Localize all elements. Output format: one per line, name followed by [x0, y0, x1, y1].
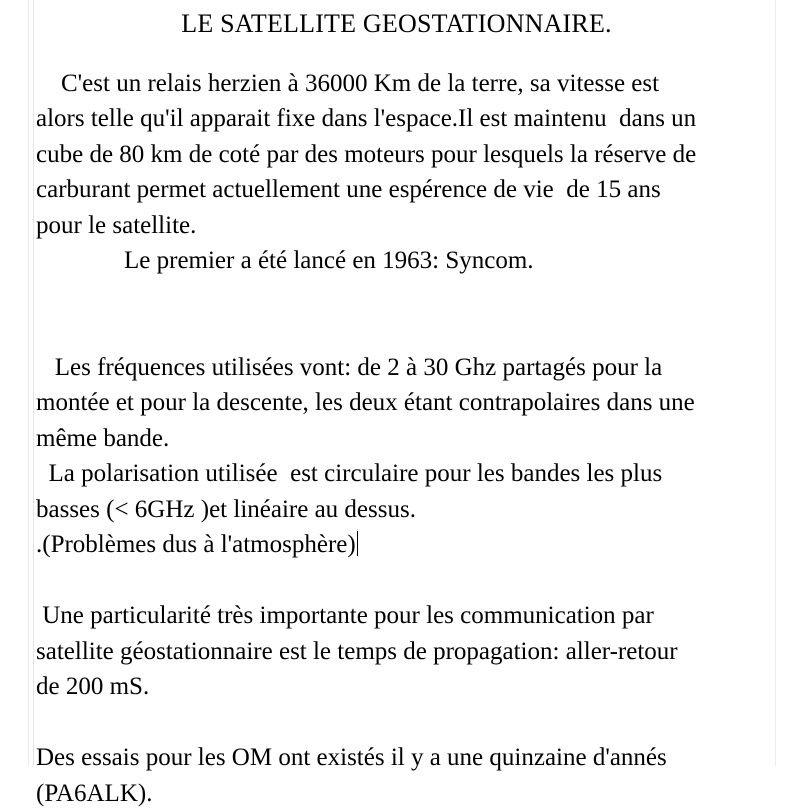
- page-title: LE SATELLITE GEOSTATIONNAIRE.: [181, 9, 612, 38]
- text-line: Le premier a été lancé en 1963: Syncom.: [124, 247, 534, 275]
- paragraph-intro: [36, 66, 775, 244]
- spacer-after-title: [36, 40, 775, 66]
- text-line: La polarisation utilisée est circulaire pour les bandes les plus: [36, 460, 663, 488]
- spacer-blank-line: [36, 279, 775, 315]
- paragraph-propagation-delay: [36, 598, 775, 705]
- text-line: montée et pour la descente, les deux étant contrapolaires dans une: [36, 389, 695, 417]
- text-line: satellite géostationnaire est le temps de propagation: aller-retour: [36, 637, 678, 665]
- text-line: (PA6ALK).: [36, 779, 153, 807]
- paragraph-polarisation: [36, 456, 775, 563]
- spacer-blank-line: [36, 314, 775, 350]
- text-line: de 200 mS.: [36, 673, 150, 701]
- paragraph-frequencies: [36, 350, 775, 457]
- text-line: Une particularité très importante pour les communication par: [36, 602, 654, 630]
- text-line: alors telle qu'il apparait fixe dans l'espace.Il est maintenu dans un: [36, 105, 697, 133]
- paragraph-first-launch: [36, 243, 775, 279]
- text-line: Les fréquences utilisées vont: de 2 à 30 Ghz partagés pour la: [36, 353, 663, 381]
- paragraph-om-trials: [36, 740, 775, 811]
- text-line: pour le satellite.: [36, 211, 197, 239]
- text-line: basses (< 6GHz )et linéaire au dessus.: [36, 495, 416, 523]
- text-cursor-caret: [357, 531, 358, 556]
- spacer-blank-line: [36, 563, 775, 599]
- text-line: Des essais pour les OM ont existés il y a une quinzaine d'annés: [36, 744, 667, 772]
- text-line-with-caret: [36, 527, 775, 563]
- spacer-blank-line: [36, 705, 775, 741]
- document-body[interactable]: [0, 40, 787, 811]
- text-line: même bande.: [36, 424, 170, 452]
- text-line: carburant permet actuellement une espérence de vie de 15 ans: [36, 176, 661, 204]
- text-line: .(Problèmes dus à l'atmosphère): [36, 531, 356, 559]
- text-line: cube de 80 km de coté par des moteurs pour lesquels la réserve de: [36, 140, 697, 168]
- text-line: C'est un relais herzien à 36000 Km de la terre, sa vitesse est: [36, 69, 660, 97]
